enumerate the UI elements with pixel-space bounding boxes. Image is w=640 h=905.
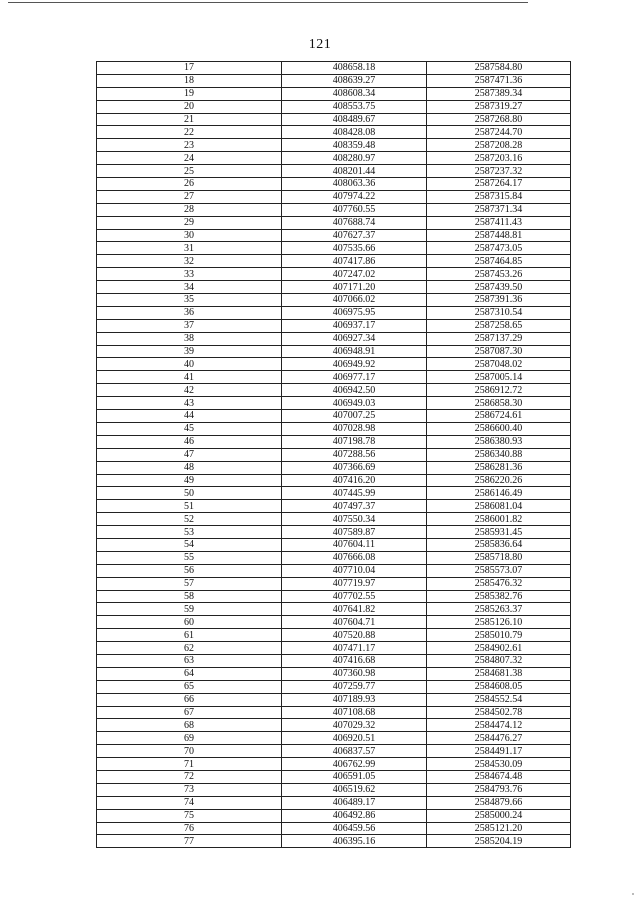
table-row: [97, 642, 571, 655]
x-coordinate-cell: 407417.86: [282, 255, 427, 268]
x-coordinate-cell: 407497.37: [282, 500, 427, 513]
point-number-cell: 52: [97, 513, 282, 526]
x-coordinate-cell: 407007.25: [282, 410, 427, 423]
table-row: [97, 113, 571, 126]
table-row: [97, 126, 571, 139]
y-coordinate-cell: 2587439.50: [427, 281, 571, 294]
point-number-cell: 59: [97, 603, 282, 616]
y-coordinate-cell: 2587453.26: [427, 268, 571, 281]
table-row: [97, 783, 571, 796]
y-coordinate-cell: 2587268.80: [427, 113, 571, 126]
x-coordinate-cell: 407702.55: [282, 590, 427, 603]
page-top-edge: [8, 2, 528, 3]
coordinates-table-body: [97, 62, 571, 848]
x-coordinate-cell: 407974.22: [282, 190, 427, 203]
table-row: [97, 732, 571, 745]
point-number-cell: 55: [97, 551, 282, 564]
point-number-cell: 32: [97, 255, 282, 268]
table-row: [97, 152, 571, 165]
table-row: [97, 822, 571, 835]
y-coordinate-cell: 2586281.36: [427, 461, 571, 474]
y-coordinate-cell: 2584902.61: [427, 642, 571, 655]
table-row: [97, 422, 571, 435]
point-number-cell: 64: [97, 667, 282, 680]
table-row: [97, 448, 571, 461]
table-row: [97, 758, 571, 771]
x-coordinate-cell: 406942.50: [282, 384, 427, 397]
table-row: [97, 345, 571, 358]
table-row: [97, 513, 571, 526]
x-coordinate-cell: 406948.91: [282, 345, 427, 358]
table-row: [97, 693, 571, 706]
table-row: [97, 487, 571, 500]
table-row: [97, 203, 571, 216]
point-number-cell: 28: [97, 203, 282, 216]
x-coordinate-cell: 407366.69: [282, 461, 427, 474]
y-coordinate-cell: 2585126.10: [427, 616, 571, 629]
y-coordinate-cell: 2585121.20: [427, 822, 571, 835]
y-coordinate-cell: 2584474.12: [427, 719, 571, 732]
x-coordinate-cell: 407604.11: [282, 538, 427, 551]
x-coordinate-cell: 406927.34: [282, 332, 427, 345]
x-coordinate-cell: 408553.75: [282, 100, 427, 113]
table-row: [97, 255, 571, 268]
point-number-cell: 75: [97, 809, 282, 822]
x-coordinate-cell: 406949.03: [282, 397, 427, 410]
table-row: [97, 281, 571, 294]
x-coordinate-cell: 406937.17: [282, 319, 427, 332]
point-number-cell: 31: [97, 242, 282, 255]
point-number-cell: 29: [97, 216, 282, 229]
table-row: [97, 590, 571, 603]
y-coordinate-cell: 2586912.72: [427, 384, 571, 397]
y-coordinate-cell: 2585476.32: [427, 577, 571, 590]
table-row: [97, 500, 571, 513]
y-coordinate-cell: 2587087.30: [427, 345, 571, 358]
x-coordinate-cell: 407247.02: [282, 268, 427, 281]
x-coordinate-cell: 407198.78: [282, 435, 427, 448]
point-number-cell: 39: [97, 345, 282, 358]
table-row: [97, 835, 571, 848]
point-number-cell: 74: [97, 796, 282, 809]
x-coordinate-cell: 408639.27: [282, 74, 427, 87]
table-row: [97, 603, 571, 616]
y-coordinate-cell: 2587258.65: [427, 319, 571, 332]
y-coordinate-cell: 2587237.32: [427, 165, 571, 178]
x-coordinate-cell: 406977.17: [282, 371, 427, 384]
y-coordinate-cell: 2587584.80: [427, 62, 571, 75]
y-coordinate-cell: 2584681.38: [427, 667, 571, 680]
y-coordinate-cell: 2587389.34: [427, 87, 571, 100]
y-coordinate-cell: 2586724.61: [427, 410, 571, 423]
point-number-cell: 48: [97, 461, 282, 474]
table-row: [97, 796, 571, 809]
x-coordinate-cell: 407445.99: [282, 487, 427, 500]
point-number-cell: 68: [97, 719, 282, 732]
y-coordinate-cell: 2587310.54: [427, 306, 571, 319]
table-row: [97, 306, 571, 319]
x-coordinate-cell: 406492.86: [282, 809, 427, 822]
y-coordinate-cell: 2587244.70: [427, 126, 571, 139]
table-row: [97, 332, 571, 345]
point-number-cell: 67: [97, 706, 282, 719]
point-number-cell: 44: [97, 410, 282, 423]
y-coordinate-cell: 2587264.17: [427, 178, 571, 191]
x-coordinate-cell: 407719.97: [282, 577, 427, 590]
table-row: [97, 551, 571, 564]
y-coordinate-cell: 2585382.76: [427, 590, 571, 603]
x-coordinate-cell: 406395.16: [282, 835, 427, 848]
point-number-cell: 65: [97, 680, 282, 693]
point-number-cell: 36: [97, 306, 282, 319]
point-number-cell: 70: [97, 745, 282, 758]
point-number-cell: 73: [97, 783, 282, 796]
y-coordinate-cell: 2586146.49: [427, 487, 571, 500]
x-coordinate-cell: 408201.44: [282, 165, 427, 178]
x-coordinate-cell: 407360.98: [282, 667, 427, 680]
y-coordinate-cell: 2584807.32: [427, 654, 571, 667]
x-coordinate-cell: 407604.71: [282, 616, 427, 629]
y-coordinate-cell: 2587448.81: [427, 229, 571, 242]
table-row: [97, 139, 571, 152]
point-number-cell: 26: [97, 178, 282, 191]
table-row: [97, 719, 571, 732]
y-coordinate-cell: 2587473.05: [427, 242, 571, 255]
x-coordinate-cell: 408428.08: [282, 126, 427, 139]
table-row: [97, 435, 571, 448]
x-coordinate-cell: 407108.68: [282, 706, 427, 719]
y-coordinate-cell: 2587137.29: [427, 332, 571, 345]
y-coordinate-cell: 2586380.93: [427, 435, 571, 448]
point-number-cell: 33: [97, 268, 282, 281]
y-coordinate-cell: 2586220.26: [427, 474, 571, 487]
y-coordinate-cell: 2587464.85: [427, 255, 571, 268]
y-coordinate-cell: 2585718.80: [427, 551, 571, 564]
x-coordinate-cell: 407189.93: [282, 693, 427, 706]
x-coordinate-cell: 407259.77: [282, 680, 427, 693]
x-coordinate-cell: 407471.17: [282, 642, 427, 655]
y-coordinate-cell: 2587005.14: [427, 371, 571, 384]
point-number-cell: 40: [97, 358, 282, 371]
x-coordinate-cell: 407688.74: [282, 216, 427, 229]
point-number-cell: 34: [97, 281, 282, 294]
y-coordinate-cell: 2584608.05: [427, 680, 571, 693]
y-coordinate-cell: 2587391.36: [427, 294, 571, 307]
table-row: [97, 410, 571, 423]
table-row: [97, 745, 571, 758]
table-row: [97, 358, 571, 371]
table-row: [97, 178, 571, 191]
x-coordinate-cell: 406949.92: [282, 358, 427, 371]
y-coordinate-cell: 2586340.88: [427, 448, 571, 461]
x-coordinate-cell: 406920.51: [282, 732, 427, 745]
table-row: [97, 165, 571, 178]
y-coordinate-cell: 2585204.19: [427, 835, 571, 848]
point-number-cell: 62: [97, 642, 282, 655]
x-coordinate-cell: 407627.37: [282, 229, 427, 242]
x-coordinate-cell: 407416.68: [282, 654, 427, 667]
x-coordinate-cell: 408063.36: [282, 178, 427, 191]
x-coordinate-cell: 406519.62: [282, 783, 427, 796]
y-coordinate-cell: 2585573.07: [427, 564, 571, 577]
point-number-cell: 63: [97, 654, 282, 667]
x-coordinate-cell: 408359.48: [282, 139, 427, 152]
y-coordinate-cell: 2584476.27: [427, 732, 571, 745]
y-coordinate-cell: 2587048.02: [427, 358, 571, 371]
x-coordinate-cell: 407550.34: [282, 513, 427, 526]
point-number-cell: 19: [97, 87, 282, 100]
x-coordinate-cell: 407589.87: [282, 526, 427, 539]
point-number-cell: 49: [97, 474, 282, 487]
x-coordinate-cell: 408280.97: [282, 152, 427, 165]
point-number-cell: 76: [97, 822, 282, 835]
x-coordinate-cell: 406975.95: [282, 306, 427, 319]
point-number-cell: 72: [97, 770, 282, 783]
table-row: [97, 294, 571, 307]
y-coordinate-cell: 2585931.45: [427, 526, 571, 539]
x-coordinate-cell: 407535.66: [282, 242, 427, 255]
x-coordinate-cell: 407029.32: [282, 719, 427, 732]
point-number-cell: 20: [97, 100, 282, 113]
coordinates-table: [96, 61, 571, 848]
table-row: [97, 62, 571, 75]
scan-artifact: [632, 893, 634, 895]
table-row: [97, 461, 571, 474]
y-coordinate-cell: 2586858.30: [427, 397, 571, 410]
x-coordinate-cell: 407710.04: [282, 564, 427, 577]
point-number-cell: 60: [97, 616, 282, 629]
table-row: [97, 616, 571, 629]
point-number-cell: 24: [97, 152, 282, 165]
point-number-cell: 51: [97, 500, 282, 513]
x-coordinate-cell: 407066.02: [282, 294, 427, 307]
y-coordinate-cell: 2587411.43: [427, 216, 571, 229]
y-coordinate-cell: 2585000.24: [427, 809, 571, 822]
point-number-cell: 42: [97, 384, 282, 397]
page-number: 121: [308, 37, 332, 52]
table-row: [97, 100, 571, 113]
y-coordinate-cell: 2584552.54: [427, 693, 571, 706]
point-number-cell: 61: [97, 629, 282, 642]
point-number-cell: 41: [97, 371, 282, 384]
point-number-cell: 71: [97, 758, 282, 771]
point-number-cell: 21: [97, 113, 282, 126]
point-number-cell: 18: [97, 74, 282, 87]
point-number-cell: 30: [97, 229, 282, 242]
table-row: [97, 706, 571, 719]
y-coordinate-cell: 2587315.84: [427, 190, 571, 203]
point-number-cell: 66: [97, 693, 282, 706]
point-number-cell: 69: [97, 732, 282, 745]
table-row: [97, 242, 571, 255]
y-coordinate-cell: 2587203.16: [427, 152, 571, 165]
table-row: [97, 526, 571, 539]
table-row: [97, 667, 571, 680]
x-coordinate-cell: 408489.67: [282, 113, 427, 126]
table-row: [97, 268, 571, 281]
point-number-cell: 37: [97, 319, 282, 332]
y-coordinate-cell: 2585263.37: [427, 603, 571, 616]
point-number-cell: 57: [97, 577, 282, 590]
x-coordinate-cell: 406762.99: [282, 758, 427, 771]
point-number-cell: 17: [97, 62, 282, 75]
point-number-cell: 53: [97, 526, 282, 539]
table-row: [97, 319, 571, 332]
table-row: [97, 397, 571, 410]
table-row: [97, 87, 571, 100]
table-row: [97, 474, 571, 487]
x-coordinate-cell: 407760.55: [282, 203, 427, 216]
point-number-cell: 23: [97, 139, 282, 152]
point-number-cell: 77: [97, 835, 282, 848]
x-coordinate-cell: 407520.88: [282, 629, 427, 642]
y-coordinate-cell: 2585836.64: [427, 538, 571, 551]
table-row: [97, 229, 571, 242]
y-coordinate-cell: 2584879.66: [427, 796, 571, 809]
y-coordinate-cell: 2584502.78: [427, 706, 571, 719]
point-number-cell: 58: [97, 590, 282, 603]
x-coordinate-cell: 406459.56: [282, 822, 427, 835]
point-number-cell: 38: [97, 332, 282, 345]
table-row: [97, 654, 571, 667]
y-coordinate-cell: 2587471.36: [427, 74, 571, 87]
x-coordinate-cell: 406837.57: [282, 745, 427, 758]
point-number-cell: 46: [97, 435, 282, 448]
coordinates-table-container: [96, 61, 570, 848]
y-coordinate-cell: 2584530.09: [427, 758, 571, 771]
y-coordinate-cell: 2586081.04: [427, 500, 571, 513]
point-number-cell: 27: [97, 190, 282, 203]
y-coordinate-cell: 2584793.76: [427, 783, 571, 796]
table-row: [97, 770, 571, 783]
x-coordinate-cell: 406591.05: [282, 770, 427, 783]
x-coordinate-cell: 408658.18: [282, 62, 427, 75]
x-coordinate-cell: 407641.82: [282, 603, 427, 616]
point-number-cell: 45: [97, 422, 282, 435]
x-coordinate-cell: 407666.08: [282, 551, 427, 564]
y-coordinate-cell: 2586001.82: [427, 513, 571, 526]
x-coordinate-cell: 407288.56: [282, 448, 427, 461]
table-row: [97, 74, 571, 87]
table-row: [97, 371, 571, 384]
point-number-cell: 50: [97, 487, 282, 500]
table-row: [97, 216, 571, 229]
point-number-cell: 25: [97, 165, 282, 178]
point-number-cell: 47: [97, 448, 282, 461]
point-number-cell: 43: [97, 397, 282, 410]
y-coordinate-cell: 2586600.40: [427, 422, 571, 435]
y-coordinate-cell: 2587208.28: [427, 139, 571, 152]
point-number-cell: 56: [97, 564, 282, 577]
y-coordinate-cell: 2584491.17: [427, 745, 571, 758]
y-coordinate-cell: 2585010.79: [427, 629, 571, 642]
y-coordinate-cell: 2587319.27: [427, 100, 571, 113]
point-number-cell: 22: [97, 126, 282, 139]
point-number-cell: 54: [97, 538, 282, 551]
table-row: [97, 384, 571, 397]
y-coordinate-cell: 2584674.48: [427, 770, 571, 783]
table-row: [97, 629, 571, 642]
x-coordinate-cell: 408608.34: [282, 87, 427, 100]
x-coordinate-cell: 407416.20: [282, 474, 427, 487]
point-number-cell: 35: [97, 294, 282, 307]
table-row: [97, 538, 571, 551]
x-coordinate-cell: 406489.17: [282, 796, 427, 809]
table-row: [97, 190, 571, 203]
x-coordinate-cell: 407028.98: [282, 422, 427, 435]
table-row: [97, 680, 571, 693]
table-row: [97, 577, 571, 590]
table-row: [97, 809, 571, 822]
y-coordinate-cell: 2587371.34: [427, 203, 571, 216]
x-coordinate-cell: 407171.20: [282, 281, 427, 294]
table-row: [97, 564, 571, 577]
